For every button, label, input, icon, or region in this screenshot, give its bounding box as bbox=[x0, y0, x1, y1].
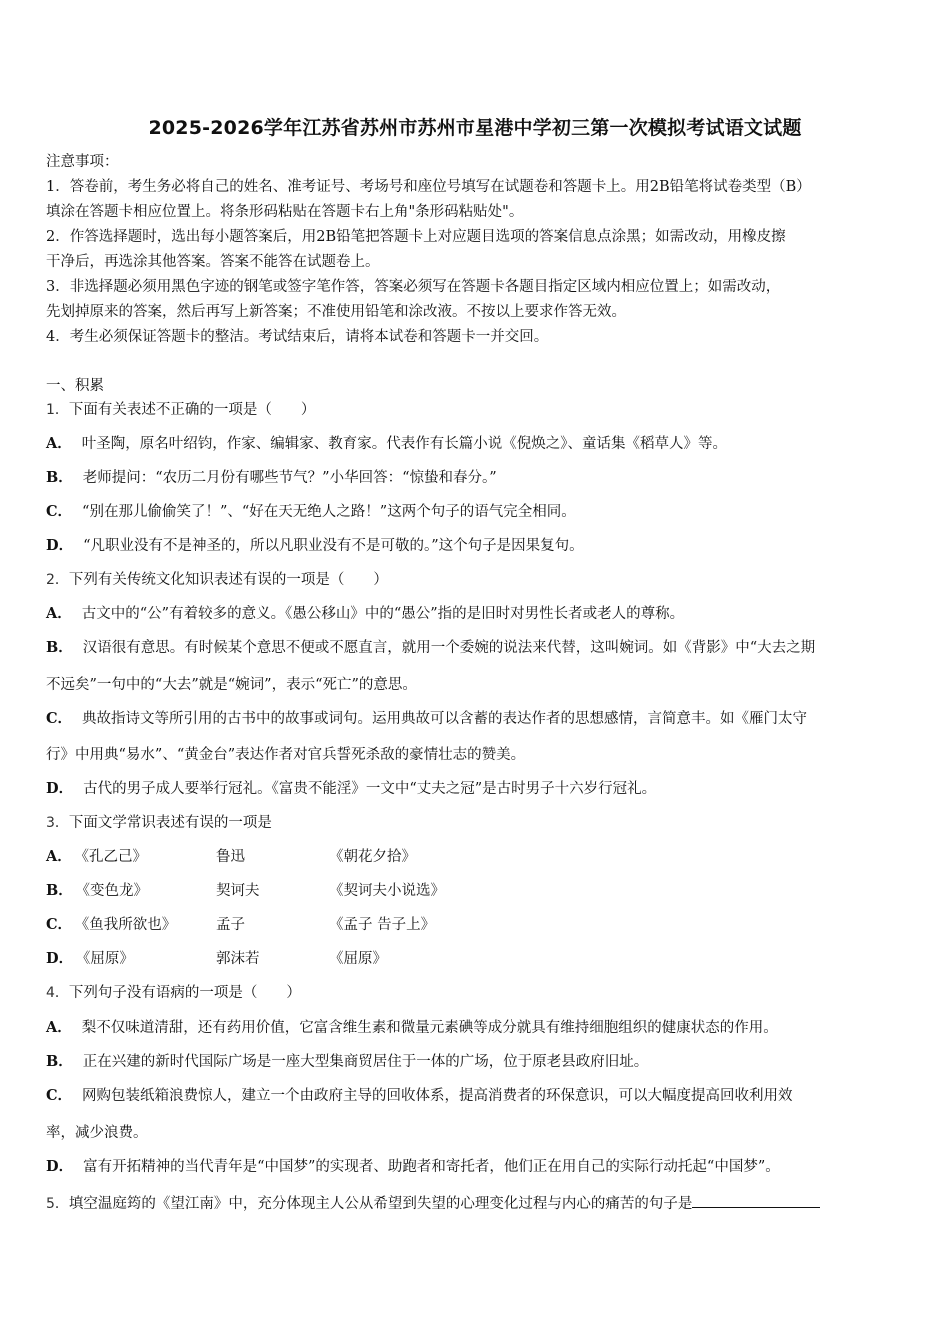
option-text: 梨不仅味道清甜，还有药用价值，它富含维生素和微量元素碘等成分就具有维持细胞组织的健康状态的作用。 bbox=[81, 1020, 778, 1036]
q1-option-a bbox=[46, 434, 727, 454]
option-letter: C． bbox=[46, 916, 73, 933]
work-title: 《屈原》 bbox=[83, 951, 134, 967]
option-letter: D． bbox=[46, 1158, 74, 1175]
work-title: 《孔乙己》 bbox=[81, 849, 148, 865]
question-4 bbox=[46, 983, 301, 1003]
option-text: 古文中的“公”有着较多的意义。《愚公移山》中的“愚公”指的是旧时对男性长者或老人的尊称。 bbox=[81, 606, 685, 622]
option-letter: D． bbox=[46, 537, 74, 554]
q2-option-c bbox=[46, 709, 807, 729]
q3-row-a bbox=[46, 847, 646, 867]
option-letter: B． bbox=[46, 882, 73, 899]
option-text: 汉语很有意思。有时候某个意思不便或不愿直言，就用一个委婉的说法来代替，这叫婉词。如《背影》中“大去之期 bbox=[82, 640, 816, 656]
author: 郭沫若 bbox=[216, 951, 260, 967]
answer-blank[interactable] bbox=[692, 1192, 820, 1208]
option-letter: B． bbox=[46, 469, 73, 486]
question-number: 4． bbox=[46, 985, 69, 1001]
q4-option-c-cont: 率，减少浪费。 bbox=[46, 1125, 148, 1141]
option-text: 富有开拓精神的当代青年是“中国梦”的实现者、助跑者和寄托者，他们正在用自己的实际行动托起“中国梦”。 bbox=[83, 1159, 780, 1175]
option-letter: A． bbox=[46, 848, 72, 865]
notice-line: 干净后，再选涂其他答案。答案不能答在试题卷上。 bbox=[46, 254, 380, 270]
question-stem: 下面文学常识表述有误的一项是 bbox=[68, 815, 272, 831]
option-letter: A． bbox=[46, 1019, 72, 1036]
source: 《孟子 告子上》 bbox=[329, 917, 436, 933]
source: 《朝花夕拾》 bbox=[329, 849, 416, 865]
option-text: 典故指诗文等所引用的古书中的故事或词句。运用典故可以含蓄的表达作者的思想感情，言简意丰。如《雁门太守 bbox=[82, 711, 808, 727]
option-text: “凡职业没有不是神圣的，所以凡职业没有不是可敬的。”这个句子是因果复句。 bbox=[83, 538, 584, 554]
question-stem: 下面有关表述不正确的一项是（ ） bbox=[68, 402, 316, 418]
q1-option-b bbox=[46, 468, 497, 488]
notice-heading: 注意事项： bbox=[46, 154, 119, 170]
notice-line: 4．考生必须保证答题卡的整洁。考试结束后，请将本试卷和答题卡一并交回。 bbox=[46, 329, 549, 345]
option-letter: D． bbox=[46, 950, 74, 967]
question-5 bbox=[46, 1192, 820, 1214]
option-text: 网购包装纸箱浪费惊人，建立一个由政府主导的回收体系，提高消费者的环保意识，可以大幅度提高回收利用效 bbox=[82, 1088, 793, 1104]
option-text: 老师提问：“农历二月份有哪些节气？”小华回答：“惊蛰和春分。” bbox=[82, 470, 497, 486]
option-text: 古代的男子成人要举行冠礼。《富贵不能淫》一文中“丈夫之冠”是古时男子十六岁行冠礼。 bbox=[83, 781, 657, 797]
question-number: 2． bbox=[46, 572, 69, 588]
question-stem: 下列有关传统文化知识表述有误的一项是（ ） bbox=[68, 572, 388, 588]
option-letter: A． bbox=[46, 435, 72, 452]
q2-option-c-cont: 行》中用典“易水”、“黄金台”表达作者对官兵誓死杀敌的豪情壮志的赞美。 bbox=[46, 747, 526, 763]
section-heading: 一、积累 bbox=[46, 378, 104, 394]
author: 鲁迅 bbox=[216, 849, 245, 865]
q4-option-a bbox=[46, 1018, 778, 1038]
q2-option-b-cont: 不远矣”一句中的“大去”就是“婉词”，表示“死亡”的意思。 bbox=[46, 677, 417, 693]
question-number: 5． bbox=[46, 1196, 69, 1212]
q4-option-d bbox=[46, 1157, 780, 1177]
page-title: 2025-2026学年江苏省苏州市苏州市星港中学初三第一次模拟考试语文试题 bbox=[148, 117, 802, 139]
option-text: 叶圣陶，原名叶绍钧，作家、编辑家、教育家。代表作有长篇小说《倪焕之》、童话集《稻草人》等。 bbox=[81, 436, 728, 452]
question-2 bbox=[46, 570, 388, 590]
q1-option-d bbox=[46, 536, 584, 556]
notice-line: 填涂在答题卡相应位置上。将条形码粘贴在答题卡右上角"条形码粘贴处"。 bbox=[46, 204, 524, 220]
option-letter: B． bbox=[46, 1053, 73, 1070]
notice-line: 1．答卷前，考生务必将自己的姓名、准考证号、考场号和座位号填写在试题卷和答题卡上。用2B铅笔将试卷类型（B） bbox=[46, 179, 811, 195]
question-stem: 填空温庭筠的《望江南》中，充分体现主人公从希望到失望的心理变化过程与内心的痛苦的句子是 bbox=[68, 1196, 693, 1212]
question-number: 3． bbox=[46, 815, 69, 831]
q4-option-b bbox=[46, 1052, 648, 1072]
option-letter: B． bbox=[46, 639, 73, 656]
option-text: “别在那儿偷偷笑了！”、“好在天无绝人之路！”这两个句子的语气完全相同。 bbox=[82, 504, 576, 520]
q2-option-b bbox=[46, 638, 815, 658]
notice-line: 2．作答选择题时，选出每小题答案后，用2B铅笔把答题卡上对应题目选项的答案信息点涂黑；如需改动，用橡皮擦 bbox=[46, 229, 786, 245]
q2-option-d bbox=[46, 779, 656, 799]
option-letter: C． bbox=[46, 503, 73, 520]
notice-line: 先划掉原来的答案，然后再写上新答案；不准使用铅笔和涂改液。不按以上要求作答无效。 bbox=[46, 304, 626, 320]
q1-option-c bbox=[46, 502, 576, 522]
work-title: 《变色龙》 bbox=[82, 883, 149, 899]
author: 契诃夫 bbox=[216, 883, 260, 899]
q2-option-a bbox=[46, 604, 684, 624]
q4-option-c bbox=[46, 1086, 793, 1106]
option-letter: C． bbox=[46, 710, 73, 727]
q3-row-d bbox=[46, 949, 646, 969]
q3-row-c bbox=[46, 915, 646, 935]
author: 孟子 bbox=[216, 917, 245, 933]
question-number: 1． bbox=[46, 402, 69, 418]
q3-row-b bbox=[46, 881, 646, 901]
option-letter: D． bbox=[46, 780, 74, 797]
source: 《屈原》 bbox=[329, 951, 387, 967]
option-letter: C． bbox=[46, 1087, 73, 1104]
notice-line: 3．非选择题必须用黑色字迹的钢笔或签字笔作答，答案必须写在答题卡各题目指定区域内相应位置上；如需改动， bbox=[46, 279, 781, 295]
source: 《契诃夫小说选》 bbox=[329, 883, 445, 899]
question-3 bbox=[46, 813, 272, 833]
question-1 bbox=[46, 400, 315, 420]
work-title: 《鱼我所欲也》 bbox=[82, 917, 177, 933]
option-text: 正在兴建的新时代国际广场是一座大型集商贸居住于一体的广场，位于原老县政府旧址。 bbox=[82, 1054, 649, 1070]
question-stem: 下列句子没有语病的一项是（ ） bbox=[68, 985, 301, 1001]
option-letter: A． bbox=[46, 605, 72, 622]
